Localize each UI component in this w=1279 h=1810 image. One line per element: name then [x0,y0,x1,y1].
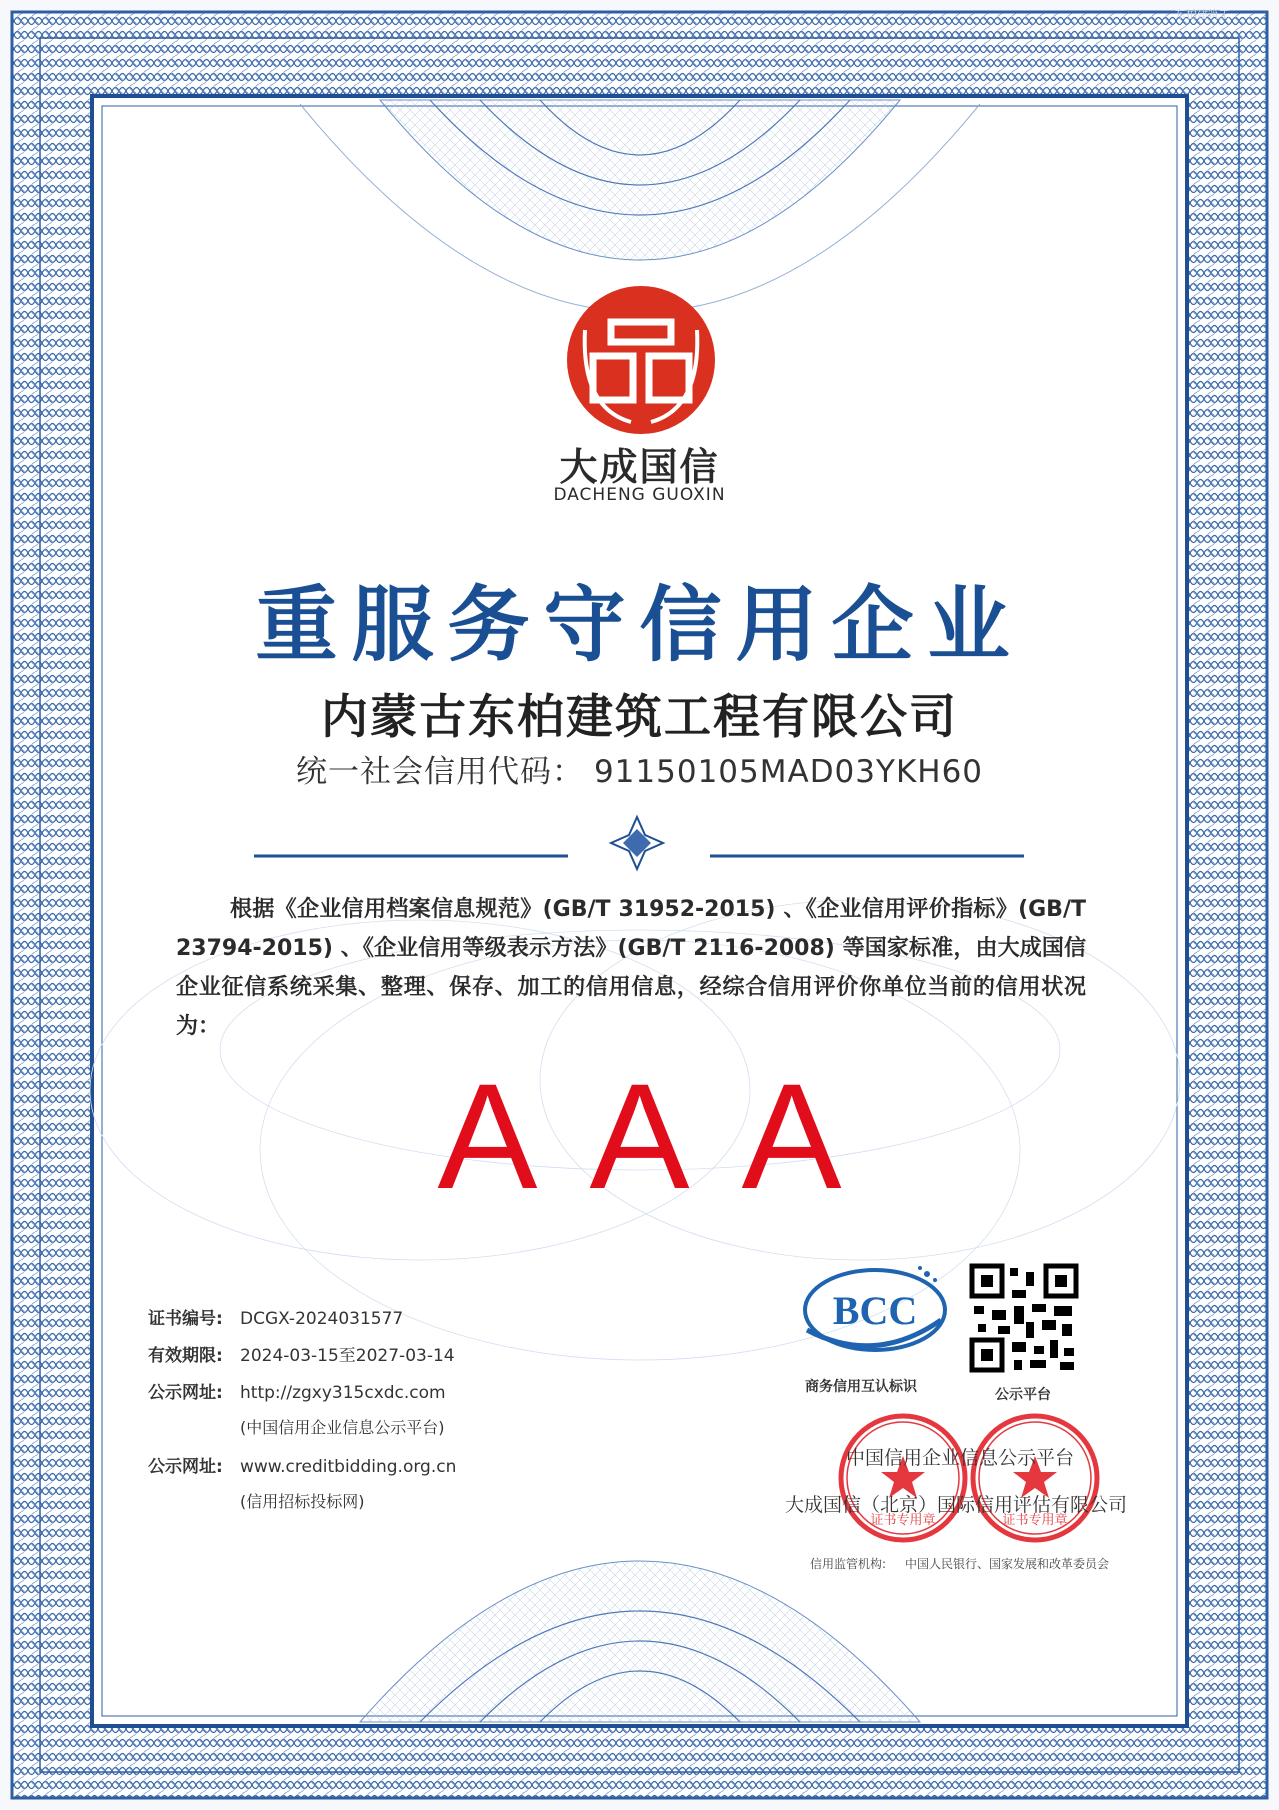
cert-number-label: 证书编号: [148,1309,223,1329]
regulator-label: 信用监管机构: [810,1557,887,1571]
svg-text:BCC: BCC [832,1288,918,1333]
validity-label: 有效期限: [148,1346,223,1366]
url1-row [148,1378,446,1403]
validity-value: 2024-03-15至2027-03-14 [240,1346,455,1366]
credit-code-label: 统一社会信用代码： [295,754,584,790]
corner-watermark: 东柏建筑工 [1175,8,1230,21]
publisher-company: 大成国信（北京）国际信用评估有限公司 [785,1494,1128,1516]
cert-number-value: DCGX-2024031577 [240,1309,404,1329]
company-name: 内蒙古东柏建筑工程有限公司 [321,690,958,745]
brand-name-en: DACHENG GUOXIN [553,485,726,505]
url2-note: (信用招标投标网) [240,1492,365,1511]
certificate-title: 重服务守信用企业 [255,578,1024,673]
url2-link[interactable]: www.creditbidding.org.cn [240,1457,457,1477]
url1-label: 公示网址: [148,1383,223,1403]
credit-code-value: 91150105MAD03YKH60 [593,754,984,790]
brand-name-cn: 大成国信 [559,445,720,489]
url2-row [148,1452,456,1477]
svg-text:证书专用章: 证书专用章 [870,1513,936,1528]
body-paragraph: 根据《企业信用档案信息规范》(GB/T 31952-2015) 、《企业信用评价指标》(GB/T 23794-2015) 、《企业信用等级表示方法》(GB/T 2116-2008) 等国家标准，由大成国信企业征信系统采集、整理、保存、加工的信用信息，经综合信用评价你单位当前的信用状况为： [176,897,1086,1039]
credit-code [0,746,1279,791]
qr-caption: 公示平台 [995,1387,1051,1403]
publisher-platform: 中国信用企业信息公示平台 [846,1447,1075,1469]
svg-text:证书专用章: 证书专用章 [1002,1513,1068,1528]
cert-number-row [148,1304,403,1329]
regulator-value: 中国人民银行、国家发展和改革委员会 [905,1557,1110,1571]
url1-note: (中国信用企业信息公示平台) [240,1418,445,1437]
bcc-caption: 商务信用互认标识 [805,1379,917,1395]
validity-row [148,1341,455,1366]
qr-code [968,1262,1080,1374]
url2-label: 公示网址: [148,1457,223,1477]
url1-link[interactable]: http://zgxy315cxdc.com [240,1383,446,1403]
credit-grade: AAA [437,1052,894,1220]
brand-logo-icon [567,286,715,434]
